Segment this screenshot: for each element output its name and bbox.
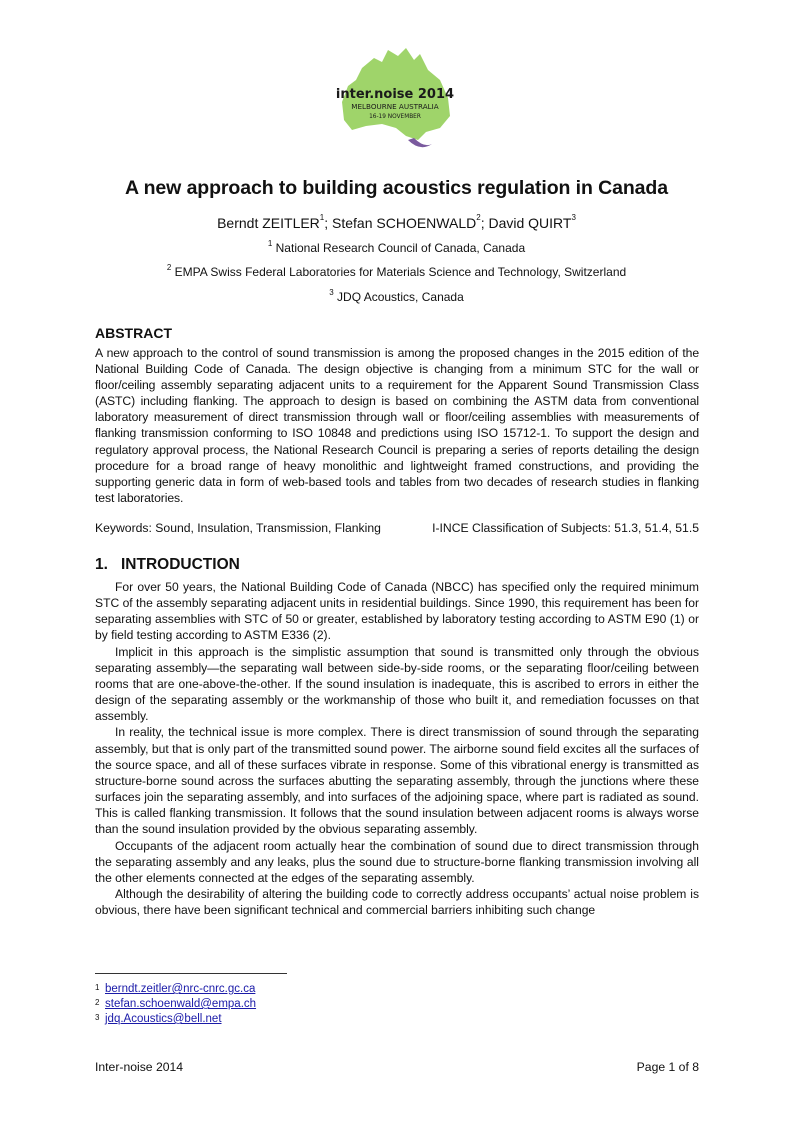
section-title: INTRODUCTION — [121, 556, 240, 573]
paper-title: A new approach to building acoustics regulation in Canada — [125, 177, 668, 199]
footnote-mark: 3 — [95, 1013, 100, 1022]
affiliation — [60, 265, 733, 279]
affiliation-text: EMPA Swiss Federal Laboratories for Materials Science and Technology, Switzerland — [174, 265, 627, 279]
affiliation-text: National Research Council of Canada, Canada — [275, 241, 526, 255]
keywords-line — [95, 521, 699, 535]
affiliation — [60, 241, 733, 255]
footnote — [95, 982, 256, 997]
affiliation-mark: 3 — [329, 288, 334, 297]
email-link[interactable]: jdq.Acoustics@bell.net — [105, 1013, 222, 1025]
footer-conference: Inter-noise 2014 — [95, 1060, 184, 1074]
footnote-divider — [95, 973, 287, 974]
paragraph: Although the desirability of altering the building code to correctly address occupants’ actual noise problem is obvious, there have been significant technical and commercial barriers inhibiting such change — [95, 886, 699, 918]
classification: I-INCE Classification of Subjects: 51.3, 51.4, 51.5 — [432, 521, 699, 535]
section-number: 1. — [95, 556, 108, 573]
author-name: Stefan SCHOENWALD — [332, 215, 477, 231]
logo-name: inter.noise 2014 — [335, 87, 455, 102]
author-mark: 3 — [571, 213, 576, 222]
author-mark: 1 — [319, 213, 325, 222]
affiliation-text: JDQ Acoustics, Canada — [337, 290, 464, 304]
abstract-heading: ABSTRACT — [95, 325, 172, 341]
affiliation-mark: 2 — [166, 263, 172, 272]
footnote-mark: 2 — [95, 998, 100, 1007]
conference-logo — [322, 40, 472, 160]
author-mark: 2 — [476, 213, 481, 222]
affiliation — [60, 290, 733, 304]
footnote — [95, 997, 256, 1012]
email-link[interactable]: berndt.zeitler@nrc-cnrc.gc.ca — [105, 983, 256, 995]
author-separator: ; — [480, 215, 489, 231]
section-heading — [95, 556, 240, 574]
keywords: Keywords: Sound, Insulation, Transmission, Flanking — [95, 521, 381, 535]
logo-location: MELBOURNE AUSTRALIA — [351, 102, 439, 111]
author-list — [60, 215, 733, 231]
australia-map-icon — [322, 40, 472, 160]
footnote-mark: 1 — [95, 983, 100, 992]
logo-dates: 16-19 NOVEMBER — [369, 114, 421, 120]
author-separator: ; — [324, 215, 333, 231]
page-number: Page 1 of 8 — [636, 1060, 699, 1074]
introduction-body — [95, 579, 699, 918]
paragraph: For over 50 years, the National Building Code of Canada (NBCC) has specified only the required minimum STC of the assembly separating adjacent units in residential buildings. Since 1990, this requirement has been for separating assemblies with STC of 50 or greater, established by laboratory testing according to ASTM E90 (1) or by field testing according to ASTM E336 (2). — [95, 580, 699, 643]
author-name: David QUIRT — [488, 215, 572, 231]
email-link[interactable]: stefan.schoenwald@empa.ch — [105, 998, 257, 1010]
paragraph: In reality, the technical issue is more complex. There is direct transmission of sound through the separating assembly, but that is only part of the transmitted sound power. The airborne sound field excites all the surfaces of the source space, and all of these surfaces vibrate in response. Some of this vibrational energy is transmitted as structure-borne sound across the surfaces abutting the separating assembly, through the junctions where these surfaces join the separating assembly, and into surfaces of the adjoining space, where part is radiated as sound. This is called flanking transmission. It follows that the sound insulation between adjacent rooms is always worse than the sound insulation provided by the obvious separating assembly. — [95, 725, 699, 837]
paragraph: Implicit in this approach is the simplistic assumption that sound is transmitted only through the obvious separating assembly—the separating wall between side-by-side rooms, or the separating floor/ceiling between rooms that are one-above-the-other. If the sound insulation is inadequate, this is ascribed to errors in either the design of the separating assembly or the workmanship of those who built it, and remediation focusses on that assembly. — [95, 644, 699, 724]
footnote — [95, 1012, 256, 1027]
footnotes — [95, 982, 256, 1027]
paragraph: Occupants of the adjacent room actually hear the combination of sound due to direct transmission through the separating assembly and any leaks, plus the sound due to structure-borne flanking transmission involving all the other elements connected at the edges of the separating assembly. — [95, 838, 699, 885]
affiliation-mark: 1 — [267, 239, 273, 248]
boomerang-icon — [408, 138, 432, 147]
abstract-text: A new approach to the control of sound transmission is among the proposed changes in the 2015 edition of the National Building Code of Canada. The design objective is changing from a minimum STC for the wall or floor/ceiling assembly separating adjacent units to a requirement for the Apparent Sound Transmission Class (ASTC) including flanking. The approach to design is based on combining the ASTM data from conventional laboratory measurement of direct transmission through wall or floor/ceiling assemblies with measurements of flanking transmission conforming to ISO 10848 and predictions using ISO 15712-1. To support the design and regulatory approval process, the National Research Council is preparing a series of reports detailing the design procedure for a broad range of heavy monolithic and lightweight framed constructions, and providing the supporting generic data in form of web-based tools and tables from two decades of research studies in flanking test laboratories. — [95, 346, 699, 505]
author-name: Berndt ZEITLER — [217, 215, 320, 231]
